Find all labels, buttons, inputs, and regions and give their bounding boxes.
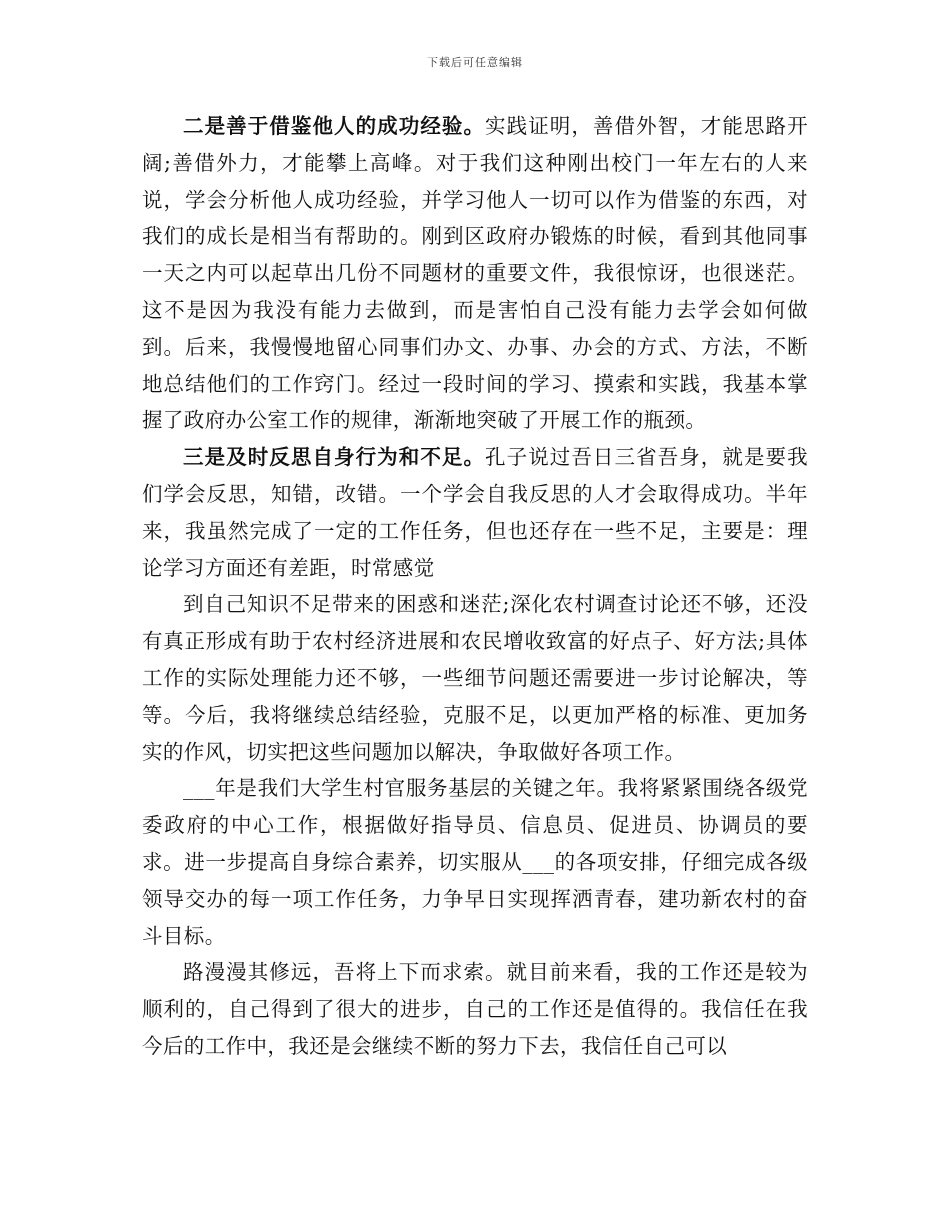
paragraph-text: ___年是我们大学生村官服务基层的关键之年。我将紧紧围绕各级党委政府的中心工作，根据做好指导员、信息员、促进员、协调员的要求。进一步提高自身综合素养，切实服从___的各项安排，仔细完成各级领导交办的每一项工作任务，力争早日实现挥洒青春，建功新农村的奋斗目标。 bbox=[142, 776, 808, 948]
document-body bbox=[142, 108, 808, 1065]
paragraph-text: 实践证明，善借外智，才能思路开阔;善借外力，才能攀上高峰。对于我们这种刚出校门一年左右的人来说，学会分析他人成功经验，并学习他人一切可以作为借鉴的东西，对我们的成长是相当有帮助的。刚到区政府办锻炼的时候，看到其他同事一天之内可以起草出几份不同题材的重要文件，我很惊讶，也很迷茫。这不是因为我没有能力去做到，而是害怕自己没有能力去学会如何做到。后来，我慢慢地留心同事们办文、办事、办会的方式、方法，不断地总结他们的工作窍门。经过一段时间的学习、摸索和实践，我基本掌握了政府办公室工作的规律，渐渐地突破了开展工作的瓶颈。 bbox=[142, 114, 808, 433]
paragraph-learn-from-others bbox=[142, 108, 808, 439]
paragraph-text: 到自己知识不足带来的困惑和迷茫;深化农村调查讨论还不够，还没有真正形成有助于农村经济进展和农民增收致富的好点子、好方法;具体工作的实际处理能力还不够，一些细节问题还需要进一步讨论解决，等等。今后，我将继续总结经验，克服不足，以更加严格的标准、更加务实的作风，切实把这些问题加以解决，争取做好各项工作。 bbox=[142, 592, 808, 764]
paragraph-key-year bbox=[142, 770, 808, 954]
paragraph-text: 孔子说过吾日三省吾身，就是要我们学会反思，知错，改错。一个学会自我反思的人才会取得成功。半年来，我虽然完成了一定的工作任务，但也还存在一些不足，主要是：理论学习方面还有差距，时常感觉 bbox=[142, 445, 808, 580]
paragraph-lead: 二是善于借鉴他人的成功经验。 bbox=[183, 114, 486, 138]
paragraph-closing bbox=[142, 954, 808, 1064]
paragraph-shortcomings bbox=[142, 586, 808, 770]
paragraph-lead: 三是及时反思自身行为和不足。 bbox=[183, 445, 486, 470]
page-header: 下载后可任意编辑 bbox=[427, 56, 523, 69]
paragraph-text: 路漫漫其修远，吾将上下而求索。就目前来看，我的工作还是较为顺利的，自己得到了很大的进步，自己的工作还是值得的。我信任在我今后的工作中，我还是会继续不断的努力下去，我信任自己可以 bbox=[142, 960, 808, 1058]
paragraph-self-reflection bbox=[142, 439, 808, 586]
